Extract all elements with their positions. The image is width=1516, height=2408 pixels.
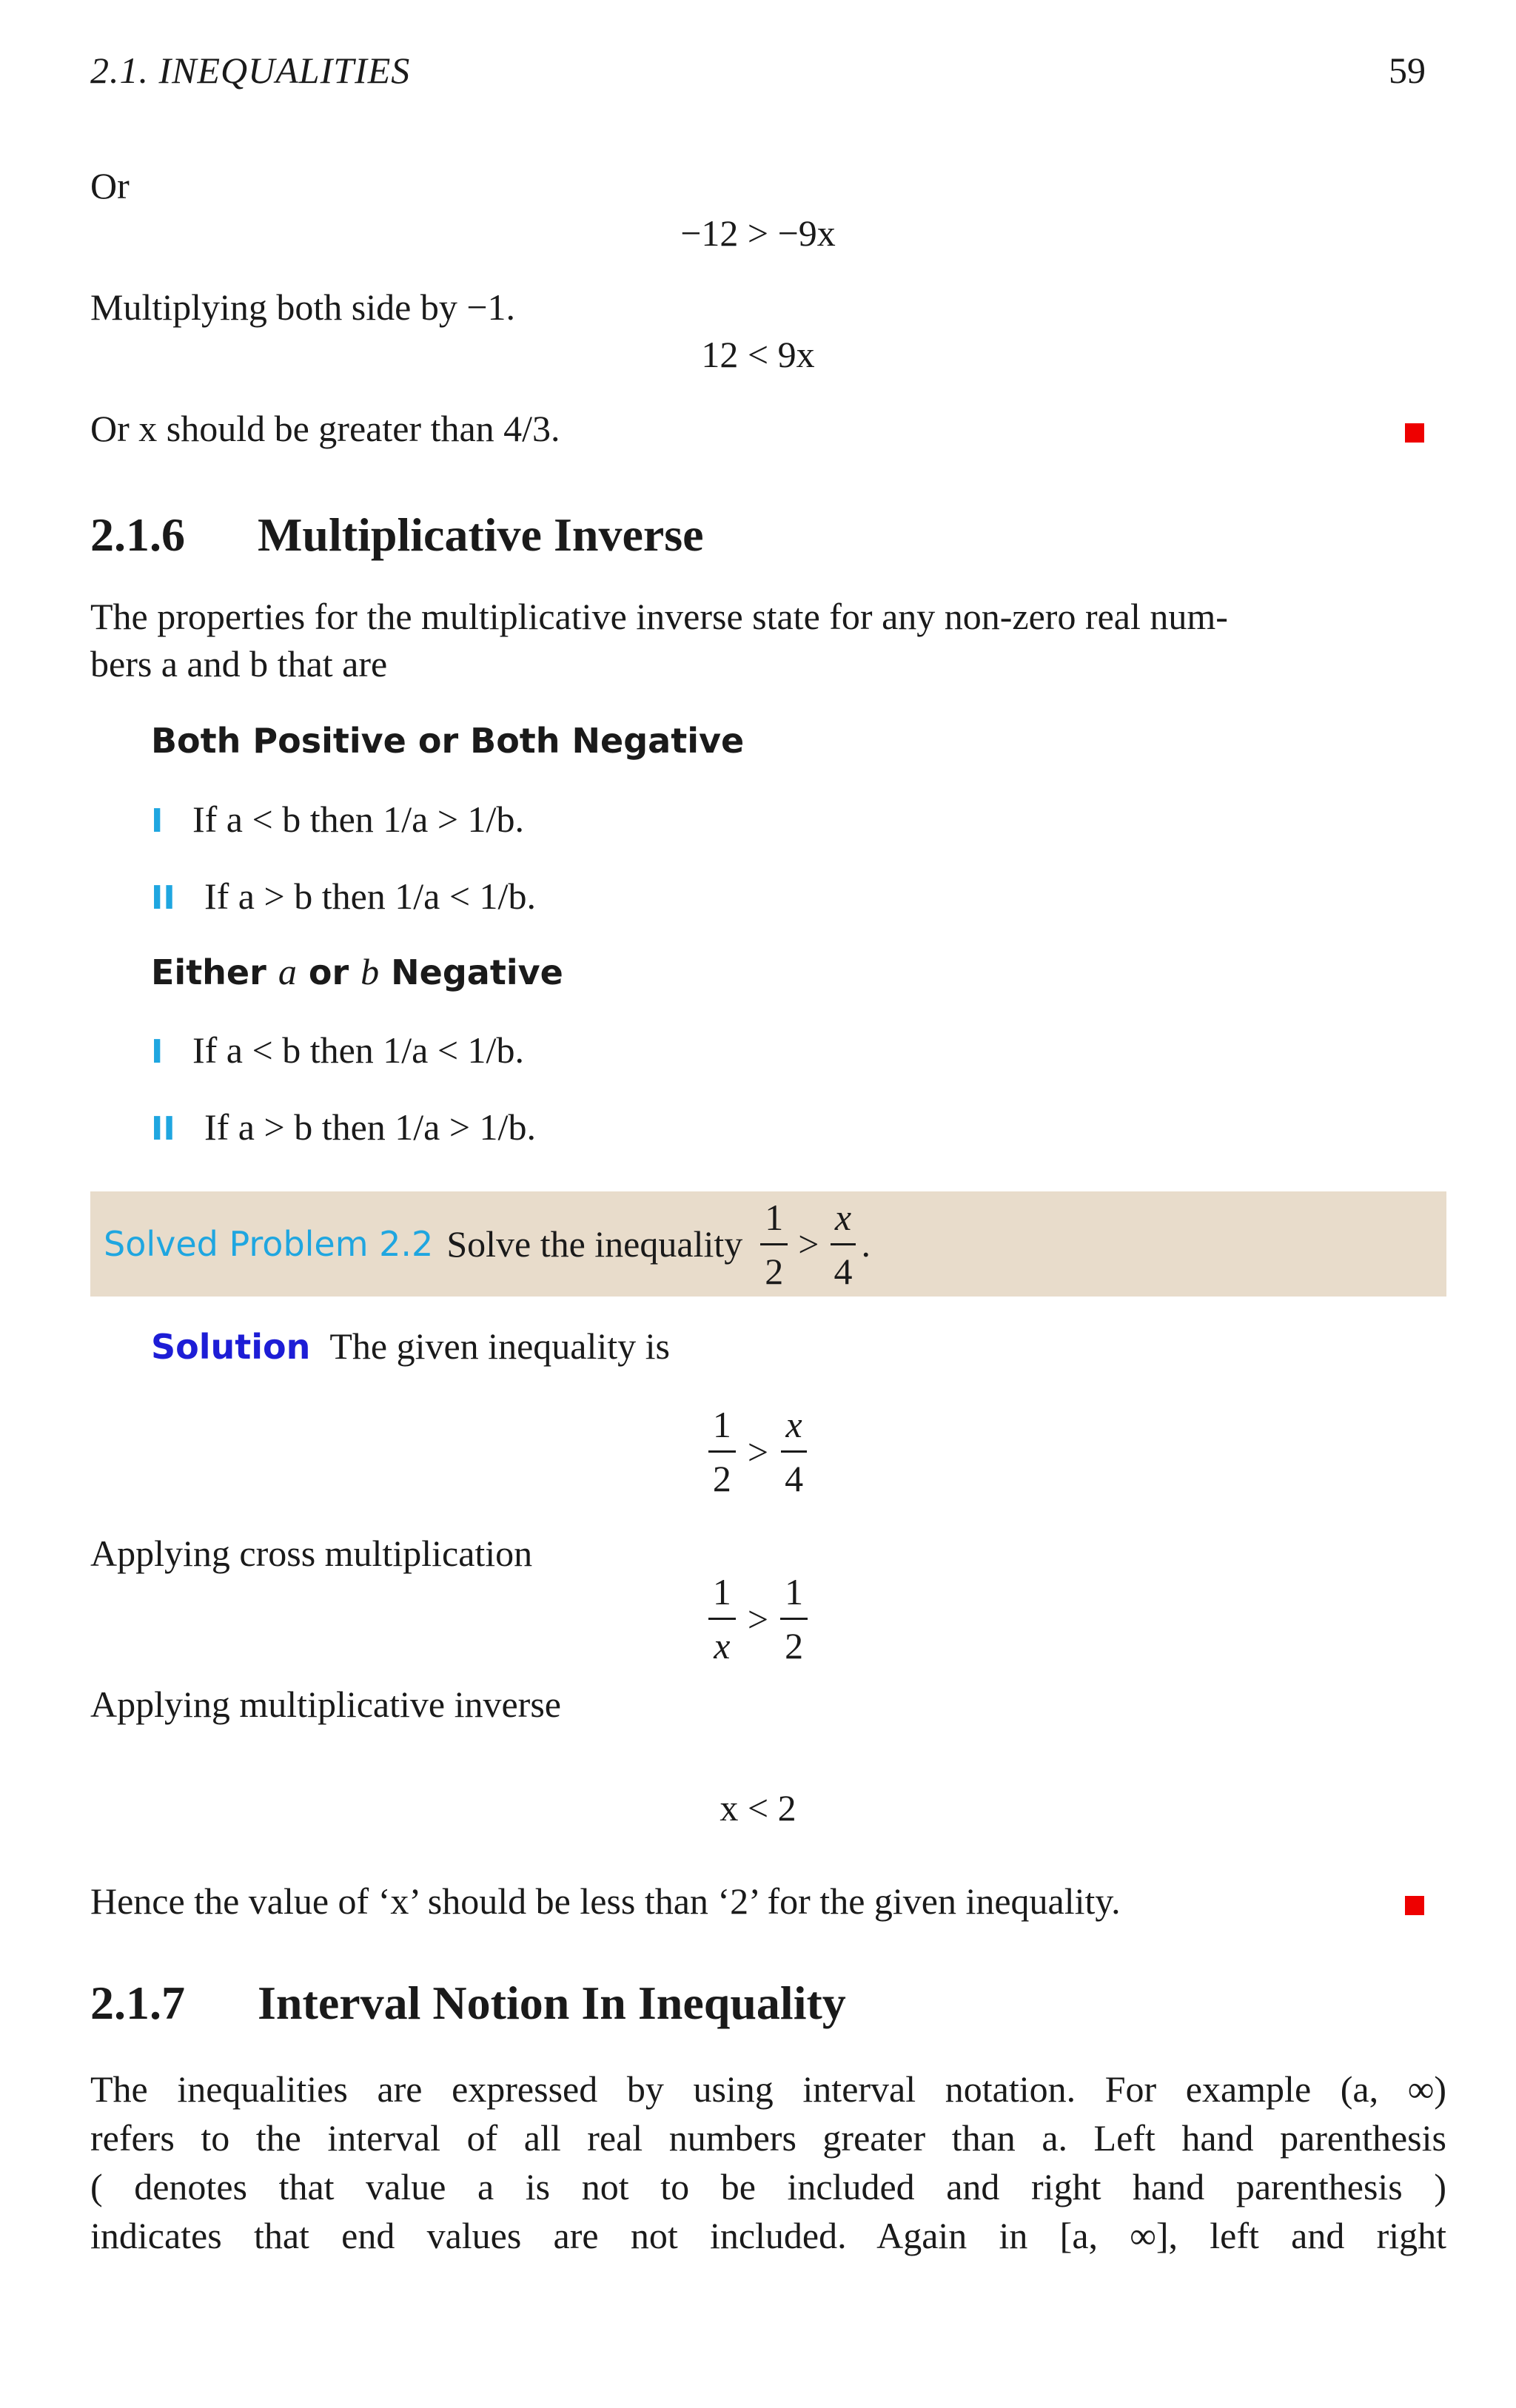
solution-equation-3: x < 2 (720, 1787, 796, 1829)
list-item-text: If a < b then 1/a < 1/b. (192, 1029, 524, 1071)
numerator: x (831, 1199, 856, 1245)
intro-line-2: bers a and b that are (90, 643, 388, 685)
roman-label: I (151, 802, 164, 840)
relation: > (747, 1430, 769, 1473)
paragraph-line: refers to the interval of all real numbers greater than a. Left hand parenthesis (90, 2117, 1446, 2159)
relation: > (798, 1223, 819, 1265)
problem-label: Solved Problem 2.2 (104, 1224, 434, 1264)
denominator: 2 (765, 1250, 784, 1292)
list-item (151, 1026, 524, 1077)
qed-mark (1405, 423, 1424, 443)
section-title: Interval Notion In Inequality (258, 1977, 846, 2029)
intro-line-1: The properties for the multiplicative inverse state for any non-zero real num- (90, 596, 1228, 637)
denominator: 4 (834, 1250, 853, 1292)
roman-label: I (151, 1033, 164, 1071)
list-item-text: If a > b then 1/a < 1/b. (204, 875, 536, 917)
section-title: Multiplicative Inverse (258, 508, 704, 561)
solution-equation-2 (0, 1571, 1516, 1667)
fraction (708, 1406, 736, 1497)
roman-label: II (151, 879, 175, 917)
step-text: Applying multiplicative inverse (90, 1684, 561, 1725)
numerator: 1 (760, 1199, 788, 1245)
numerator: 1 (708, 1406, 736, 1453)
paragraph-line: The inequalities are expressed by using interval notation. For example (a, ∞) (90, 2068, 1446, 2110)
qed-mark (1405, 1896, 1424, 1915)
page-number: 59 (1389, 50, 1426, 91)
multiplying-text: Multiplying both side by −1. (90, 286, 516, 328)
group-title-part: Negative (379, 952, 563, 992)
problem-statement (104, 1191, 871, 1297)
roman-label: II (151, 1110, 175, 1148)
variable-b: b (360, 951, 380, 992)
conclusion-text: Or x should be greater than 4/3. (90, 408, 560, 449)
list-item (151, 872, 536, 923)
group-title-both: Both Positive or Both Negative (151, 721, 745, 761)
group-title-either (151, 950, 563, 993)
problem-text: Solve the inequality (446, 1223, 743, 1265)
solution-equation-1 (0, 1406, 1516, 1497)
group-title-part: Either (151, 952, 278, 992)
denominator: 2 (785, 1625, 804, 1667)
list-item (151, 795, 524, 846)
paragraph-line: indicates that end values are not included. Again in [a, ∞], left and right (90, 2215, 1446, 2256)
equation-2: 12 < 9x (701, 334, 815, 375)
fraction (829, 1196, 856, 1292)
numerator: 1 (708, 1573, 736, 1620)
solution-label: Solution (151, 1327, 311, 1367)
solution-conclusion: Hence the value of ‘x’ should be less than ‘2’ for the given inequality. (90, 1880, 1121, 1922)
or-text: Or (90, 165, 130, 206)
denominator: 2 (712, 1458, 731, 1499)
list-item-text: If a < b then 1/a > 1/b. (192, 798, 524, 840)
section-heading (90, 508, 704, 562)
denominator: 4 (785, 1458, 804, 1499)
list-item-text: If a > b then 1/a > 1/b. (204, 1106, 536, 1148)
section-number: 2.1.7 (90, 1977, 185, 2029)
fraction (708, 1571, 736, 1667)
equation-1: −12 > −9x (680, 212, 836, 254)
numerator: 1 (780, 1573, 808, 1620)
list-item (151, 1103, 536, 1154)
group-title-part: or (296, 952, 361, 992)
section-number: 2.1.6 (90, 508, 185, 561)
solution-line (151, 1322, 670, 1371)
denominator: x (714, 1625, 731, 1667)
solution-text: The given inequality is (329, 1325, 670, 1367)
numerator: x (781, 1406, 806, 1453)
relation: > (747, 1598, 769, 1640)
period: . (861, 1223, 871, 1265)
fraction (760, 1196, 788, 1292)
variable-a: a (278, 951, 297, 992)
fraction (780, 1406, 808, 1497)
step-text: Applying cross multiplication (90, 1533, 533, 1574)
running-header: 2.1. INEQUALITIES (90, 50, 411, 91)
fraction (780, 1571, 808, 1667)
paragraph-line: ( denotes that value a is not to be included and right hand parenthesis ) (90, 2166, 1446, 2207)
section-heading (90, 1976, 846, 2031)
